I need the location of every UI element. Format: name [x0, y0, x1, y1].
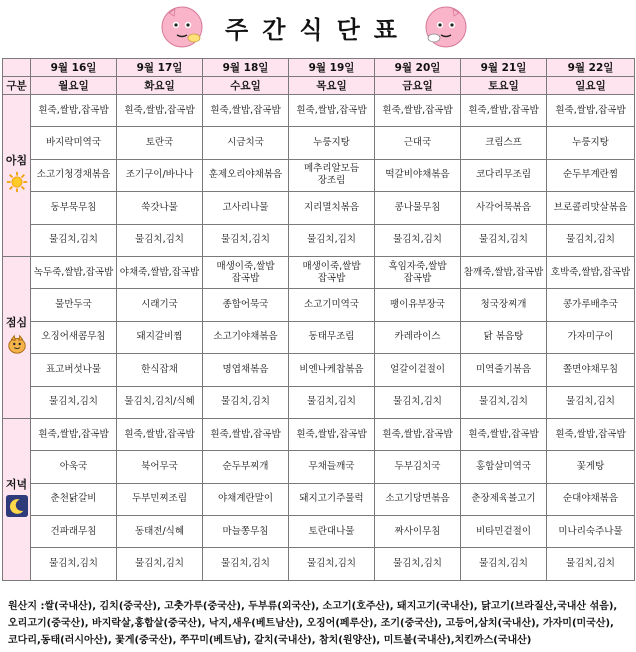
- menu-row: [3, 451, 635, 483]
- menu-cell: 물김치,김치: [31, 548, 117, 580]
- menu-cell: 건파래무침: [31, 516, 117, 548]
- menu-body: [3, 95, 635, 581]
- menu-row: [3, 418, 635, 450]
- menu-cell: 물김치,김치: [461, 548, 547, 580]
- menu-row: [3, 95, 635, 127]
- menu-cell: 흰죽,쌀밥,잡곡밥: [461, 418, 547, 450]
- menu-cell: 훈제오리야채볶음: [203, 159, 289, 191]
- menu-cell: 흰죽,쌀밥,잡곡밥: [289, 95, 375, 127]
- origin-line: 코다리,동태(러시아산), 꽃게(중국산), 쭈꾸미(베트남), 갈치(국내산), 참치(원양산), 미트볼(국내산),치킨까스(국내산): [8, 635, 532, 646]
- menu-cell: 흰죽,쌀밥,잡곡밥: [117, 418, 203, 450]
- menu-cell: 흑임자죽,쌀밥 잡곡밥: [375, 256, 461, 288]
- meal-label-cell: [3, 418, 31, 580]
- menu-cell: 닭 볶음탕: [461, 321, 547, 353]
- meal-label-cell: [3, 256, 31, 418]
- date-header-row: [3, 59, 635, 77]
- menu-cell: 흰죽,쌀밥,잡곡밥: [547, 418, 635, 450]
- day-cell: 일요일: [547, 77, 635, 95]
- menu-cell: 물김치,김치: [289, 224, 375, 256]
- menu-cell: 순두부찌개: [203, 451, 289, 483]
- menu-cell: 흰죽,쌀밥,잡곡밥: [547, 95, 635, 127]
- menu-cell: 물김치,김치: [289, 548, 375, 580]
- origin-line: 원산지 :쌀(국내산), 김치(중국산), 고춧가루(중국산), 두부류(외국산), 소고기(호주산), 돼지고기(국내산), 닭고기(브라질산,국내산 섞음),: [8, 601, 618, 612]
- menu-cell: 소고기청경채볶음: [31, 159, 117, 191]
- menu-row: [3, 354, 635, 386]
- menu-cell: 쫄면야채무침: [547, 354, 635, 386]
- menu-cell: 물김치,김치: [31, 224, 117, 256]
- menu-cell: 동태전/식혜: [117, 516, 203, 548]
- menu-cell: 바지락미역국: [31, 127, 117, 159]
- menu-cell: 흰죽,쌀밥,잡곡밥: [31, 418, 117, 450]
- menu-cell: 두부민찌조림: [117, 483, 203, 515]
- menu-cell: 야채죽,쌀밥,잡곡밥: [117, 256, 203, 288]
- menu-cell: 물김치,김치/식혜: [117, 386, 203, 418]
- menu-cell: 근대국: [375, 127, 461, 159]
- menu-row: [3, 386, 635, 418]
- menu-cell: 물김치,김치: [203, 386, 289, 418]
- menu-cell: 물김치,김치: [375, 386, 461, 418]
- day-header-row: [3, 77, 635, 95]
- menu-cell: 녹두죽,쌀밥,잡곡밥: [31, 256, 117, 288]
- day-cell: 월요일: [31, 77, 117, 95]
- menu-cell: 호박죽,쌀밥,잡곡밥: [547, 256, 635, 288]
- origin-line: 오리고기(중국산), 바지락살,홍합살(중국산), 낙지,새우(베트남산), 오징어(페루산), 조기(중국산), 고등어,삼치(국내산), 가자미(미국산),: [8, 618, 614, 629]
- date-cell: 9월 16일: [31, 59, 117, 77]
- menu-cell: 흰죽,쌀밥,잡곡밥: [117, 95, 203, 127]
- menu-cell: 물김치,김치: [375, 224, 461, 256]
- day-cell: 금요일: [375, 77, 461, 95]
- menu-cell: 브로콜리맛살볶음: [547, 192, 635, 224]
- menu-cell: 흰죽,쌀밥,잡곡밥: [289, 418, 375, 450]
- menu-cell: 흰죽,쌀밥,잡곡밥: [375, 418, 461, 450]
- day-cell: 수요일: [203, 77, 289, 95]
- date-cell: 9월 22일: [547, 59, 635, 77]
- menu-cell: 아욱국: [31, 451, 117, 483]
- menu-cell: 매생이죽,쌀밥 잡곡밥: [203, 256, 289, 288]
- menu-cell: 동태무조림: [289, 321, 375, 353]
- date-cell: 9월 21일: [461, 59, 547, 77]
- sun-icon: [4, 171, 29, 196]
- menu-cell: 무채들깨국: [289, 451, 375, 483]
- menu-cell: 코다리무조림: [461, 159, 547, 191]
- menu-cell: 조기구이/바나나: [117, 159, 203, 191]
- menu-cell: 물김치,김치: [547, 548, 635, 580]
- menu-cell: 토란국: [117, 127, 203, 159]
- menu-cell: 비엔나케찹볶음: [289, 354, 375, 386]
- menu-cell: 물만두국: [31, 289, 117, 321]
- corner-label: 구분: [3, 77, 31, 95]
- menu-cell: 물김치,김치: [461, 224, 547, 256]
- menu-cell: 지리멸치볶음: [289, 192, 375, 224]
- menu-cell: 팽이유부장국: [375, 289, 461, 321]
- menu-cell: 마늘쫑무침: [203, 516, 289, 548]
- menu-row: [3, 192, 635, 224]
- menu-cell: 물김치,김치: [461, 386, 547, 418]
- menu-cell: 청국장찌개: [461, 289, 547, 321]
- menu-cell: 물김치,김치: [375, 548, 461, 580]
- menu-cell: 소고기당면볶음: [375, 483, 461, 515]
- menu-cell: 순대야채볶음: [547, 483, 635, 515]
- day-cell: 토요일: [461, 77, 547, 95]
- menu-cell: 얼갈이겉절이: [375, 354, 461, 386]
- menu-cell: 물김치,김치: [547, 386, 635, 418]
- menu-cell: 사각어묵볶음: [461, 192, 547, 224]
- menu-cell: 오징어새콤무침: [31, 321, 117, 353]
- menu-cell: 꽃게탕: [547, 451, 635, 483]
- menu-cell: 춘천닭갈비: [31, 483, 117, 515]
- menu-cell: 물김치,김치: [203, 548, 289, 580]
- menu-row: [3, 256, 635, 288]
- menu-cell: 명엽채볶음: [203, 354, 289, 386]
- menu-cell: 흰죽,쌀밥,잡곡밥: [461, 95, 547, 127]
- menu-cell: 소고기미역국: [289, 289, 375, 321]
- menu-cell: 춘장제육볼고기: [461, 483, 547, 515]
- corner-cell: [3, 59, 31, 77]
- menu-cell: 시금치국: [203, 127, 289, 159]
- menu-row: [3, 483, 635, 515]
- page-title: 주간식단표: [225, 16, 411, 44]
- day-cell: 화요일: [117, 77, 203, 95]
- menu-cell: 가자미구이: [547, 321, 635, 353]
- menu-row: [3, 321, 635, 353]
- menu-cell: 물김치,김치: [117, 548, 203, 580]
- menu-cell: 쑥갓나물: [117, 192, 203, 224]
- date-cell: 9월 18일: [203, 59, 289, 77]
- menu-row: [3, 516, 635, 548]
- menu-cell: 야채계란말이: [203, 483, 289, 515]
- menu-cell: 홍합살미역국: [461, 451, 547, 483]
- menu-cell: 고사리나물: [203, 192, 289, 224]
- menu-cell: 물김치,김치: [289, 386, 375, 418]
- meal-label-cell: [3, 95, 31, 257]
- meal-name: 저녁: [5, 477, 28, 491]
- menu-cell: 참깨죽,쌀밥,잡곡밥: [461, 256, 547, 288]
- menu-cell: 물김치,김치: [547, 224, 635, 256]
- menu-cell: 콩나물무침: [375, 192, 461, 224]
- menu-cell: 콩가루배추국: [547, 289, 635, 321]
- date-cell: 9월 20일: [375, 59, 461, 77]
- day-cell: 목요일: [289, 77, 375, 95]
- menu-cell: 짜사이무침: [375, 516, 461, 548]
- menu-cell: 종합어묵국: [203, 289, 289, 321]
- menu-cell: 떡갈비야채볶음: [375, 159, 461, 191]
- menu-cell: 순두부계란찜: [547, 159, 635, 191]
- menu-cell: 흰죽,쌀밥,잡곡밥: [31, 95, 117, 127]
- menu-cell: 한식잡채: [117, 354, 203, 386]
- menu-cell: 돼지갈비찜: [117, 321, 203, 353]
- menu-cell: 흰죽,쌀밥,잡곡밥: [375, 95, 461, 127]
- menu-row: [3, 548, 635, 580]
- menu-cell: 카레라이스: [375, 321, 461, 353]
- menu-cell: 메추리알모듬 장조림: [289, 159, 375, 191]
- meal-name: 점심: [5, 315, 28, 329]
- menu-row: [3, 224, 635, 256]
- menu-cell: 미나리숙주나물: [547, 516, 635, 548]
- menu-cell: 누룽지탕: [289, 127, 375, 159]
- date-cell: 9월 19일: [289, 59, 375, 77]
- menu-table: [2, 58, 635, 581]
- menu-cell: 물김치,김치: [31, 386, 117, 418]
- menu-cell: 시래기국: [117, 289, 203, 321]
- menu-row: [3, 159, 635, 191]
- menu-cell: 흰죽,쌀밥,잡곡밥: [203, 95, 289, 127]
- menu-cell: 소고기야채볶음: [203, 321, 289, 353]
- menu-cell: 북어무국: [117, 451, 203, 483]
- header: [0, 0, 636, 58]
- menu-cell: 두부김치국: [375, 451, 461, 483]
- menu-cell: 크림스프: [461, 127, 547, 159]
- mascot-right-icon: [424, 5, 468, 49]
- origin-info: [8, 598, 632, 649]
- menu-cell: 미역줄기볶음: [461, 354, 547, 386]
- menu-cell: 물김치,김치: [203, 224, 289, 256]
- menu-cell: 물김치,김치: [117, 224, 203, 256]
- date-cell: 9월 17일: [117, 59, 203, 77]
- menu-row: [3, 127, 635, 159]
- menu-cell: 돼지고기주물럭: [289, 483, 375, 515]
- lunch-character-icon: [4, 333, 29, 358]
- menu-cell: 누룽지탕: [547, 127, 635, 159]
- menu-cell: 동부묵무침: [31, 192, 117, 224]
- menu-cell: 표고버섯나물: [31, 354, 117, 386]
- menu-cell: 비타민겉절이: [461, 516, 547, 548]
- menu-cell: 토란대나물: [289, 516, 375, 548]
- moon-icon: [4, 495, 29, 520]
- menu-row: [3, 289, 635, 321]
- meal-name: 아침: [5, 153, 28, 167]
- menu-cell: 매생이죽,쌀밥 잡곡밥: [289, 256, 375, 288]
- menu-cell: 흰죽,쌀밥,잡곡밥: [203, 418, 289, 450]
